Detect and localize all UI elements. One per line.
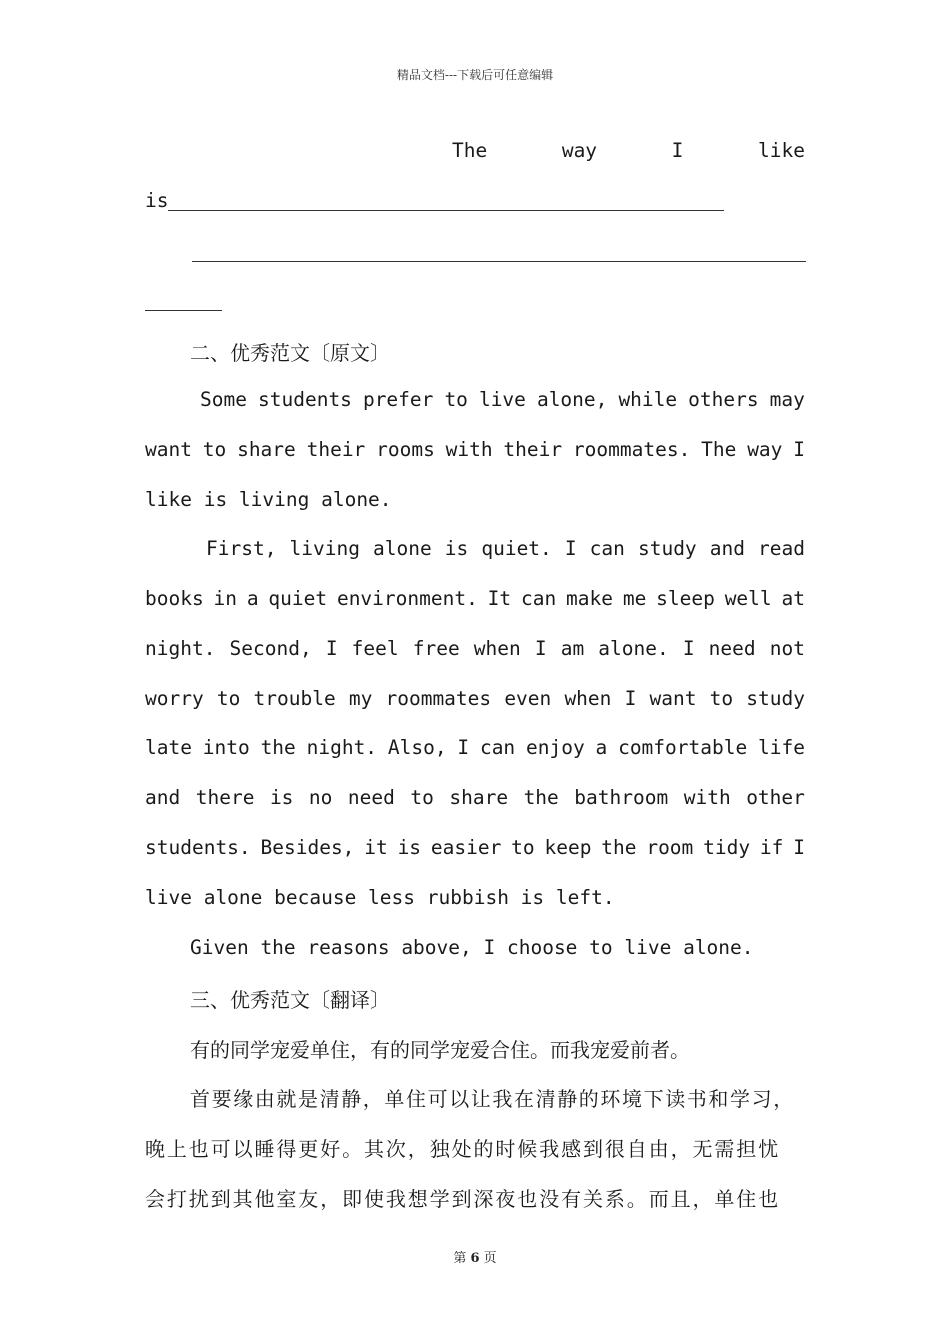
translation-line: 首要缘由就是清静，单住可以让我在清静的环境下读书和学习， (190, 1087, 795, 1111)
essay-word: share (449, 786, 509, 809)
essay-word: comfortable (618, 736, 748, 759)
essay-word: late (145, 736, 192, 759)
essay-word: is (269, 786, 294, 809)
essay-word: I (682, 637, 695, 660)
essay-word: with (445, 438, 493, 461)
essay-word: when (473, 637, 521, 660)
essay-word: a (595, 736, 608, 759)
essay-word: study (746, 687, 805, 710)
template-word: I (671, 139, 684, 162)
essay-word: there (195, 786, 255, 809)
essay-line (145, 637, 805, 660)
essay-word: life (758, 736, 805, 759)
essay-word: with (683, 786, 731, 809)
essay-word: their (306, 438, 366, 461)
essay-word: need (347, 786, 395, 809)
page-prefix: 第 (453, 1251, 467, 1266)
essay-word: It (487, 587, 512, 610)
essay-word: alone (373, 537, 432, 560)
essay-word: is (444, 537, 469, 560)
essay-word: the (260, 736, 296, 759)
page-header: 精品文档---下载后可任意编辑 (396, 68, 554, 82)
essay-word: the (601, 836, 637, 859)
essay-word: want (145, 438, 192, 461)
essay-word: even (504, 687, 552, 710)
essay-word: keep (544, 836, 592, 859)
essay-word: night. (145, 637, 216, 660)
essay-line: live alone because less rubbish is left. (145, 886, 615, 909)
section-heading: 二、优秀范文〔原文〕 (190, 341, 390, 365)
essay-word: quiet (268, 587, 328, 610)
essay-word: The (701, 438, 737, 461)
answer-blank-line (192, 261, 806, 262)
essay-word: to (410, 786, 434, 809)
essay-word: and (145, 786, 181, 809)
essay-word: the (523, 786, 559, 809)
essay-word: can (589, 537, 625, 560)
essay-line: like is living alone. (145, 488, 392, 511)
essay-word: night. (306, 736, 378, 759)
essay-word: roommates. (572, 438, 691, 461)
page-suffix: 页 (483, 1251, 497, 1266)
essay-word: while (618, 388, 678, 411)
essay-line (206, 537, 805, 560)
essay-word: I (457, 736, 470, 759)
essay-word: I (534, 637, 547, 660)
essay-word: into (202, 736, 250, 759)
essay-word: other (746, 786, 805, 809)
essay-word: trouble (253, 687, 336, 710)
essay-line (145, 786, 805, 809)
essay-word: share (237, 438, 296, 461)
essay-word: can (520, 587, 557, 610)
essay-word: to (709, 687, 734, 710)
essay-word: environment. (336, 587, 478, 610)
essay-word: in (213, 587, 238, 610)
essay-word: Besides, (260, 836, 355, 859)
essay-word: Also, (387, 736, 447, 759)
essay-word: and (709, 537, 745, 560)
essay-line (145, 687, 805, 710)
essay-word: I (624, 687, 637, 710)
page-number (0, 1247, 950, 1266)
essay-line (145, 438, 805, 461)
essay-word: students (258, 388, 352, 411)
template-word: The (452, 139, 488, 162)
essay-word: may (769, 388, 805, 411)
essay-word: bathroom (574, 786, 669, 809)
essay-word: to (202, 438, 227, 461)
translation-line: 会打扰到其他室友，即使我想学到深夜也没有关系。而且，单住也 (145, 1187, 781, 1211)
essay-line (200, 388, 805, 411)
essay-word: quiet. (481, 537, 552, 560)
answer-blank-line (145, 310, 222, 311)
essay-word: I (793, 836, 805, 859)
essay-word: prefer (362, 388, 434, 411)
essay-word: students. (145, 836, 251, 859)
essay-word: enjoy (526, 736, 585, 759)
essay-word: tidy (703, 836, 751, 859)
essay-word: free (412, 637, 460, 660)
essay-word: it (364, 836, 388, 859)
essay-word: a (246, 587, 259, 610)
essay-word: can (479, 736, 516, 759)
essay-word: room (646, 836, 694, 859)
essay-word: to (511, 836, 535, 859)
essay-word: feel (351, 637, 399, 660)
essay-word: my (348, 687, 373, 710)
essay-line: Given the reasons above, I choose to live alone. (190, 936, 754, 959)
essay-line (145, 836, 805, 859)
essay-word: not (769, 637, 805, 660)
essay-word: is (397, 836, 422, 859)
essay-word: I (564, 537, 577, 560)
essay-word: sleep (656, 587, 715, 610)
essay-word: living (289, 537, 360, 560)
template-word: way (561, 139, 598, 162)
template-word: like (758, 139, 805, 162)
essay-word: me (622, 587, 647, 610)
essay-word: way (747, 438, 783, 461)
essay-word: I (793, 438, 805, 461)
is-label: is (145, 189, 169, 212)
essay-word: I (325, 637, 338, 660)
translation-paragraph: 有的同学宠爱单住，有的同学宠爱合住。而我宠爱前者。 (190, 1038, 690, 1062)
essay-word: when (564, 687, 612, 710)
essay-word: to (216, 687, 241, 710)
essay-word: to (444, 388, 468, 411)
essay-word: want (649, 687, 697, 710)
essay-word: no (308, 786, 333, 809)
essay-word: at (781, 587, 805, 610)
essay-word: read (758, 537, 805, 560)
essay-word: rooms (376, 438, 435, 461)
essay-word: alone. (598, 637, 669, 660)
essay-word: am (560, 637, 585, 660)
essay-word: study (637, 537, 697, 560)
essay-word: roommates (385, 687, 492, 710)
essay-word: alone, (536, 388, 608, 411)
translation-line: 晚上也可以睡得更好。其次，独处的时候我感到很自由，无需担忧 (145, 1137, 781, 1161)
essay-word: their (503, 438, 563, 461)
essay-word: others (688, 388, 759, 411)
essay-word: well (724, 587, 772, 610)
essay-word: Some (200, 388, 247, 411)
essay-word: books (145, 587, 204, 610)
essay-word: First, (206, 537, 277, 560)
essay-word: need (708, 637, 756, 660)
essay-line (145, 587, 805, 610)
essay-line (145, 736, 805, 759)
answer-blank-line (168, 210, 724, 211)
essay-word: if (759, 836, 784, 859)
essay-word: Second, (229, 637, 312, 660)
essay-word: easier (430, 836, 502, 859)
page-num: 6 (470, 1251, 480, 1266)
section-heading: 三、优秀范文〔翻译〕 (190, 988, 390, 1012)
template-line (452, 139, 805, 162)
essay-word: live (478, 388, 526, 411)
essay-word: make (566, 587, 614, 610)
essay-word: worry (145, 687, 204, 710)
